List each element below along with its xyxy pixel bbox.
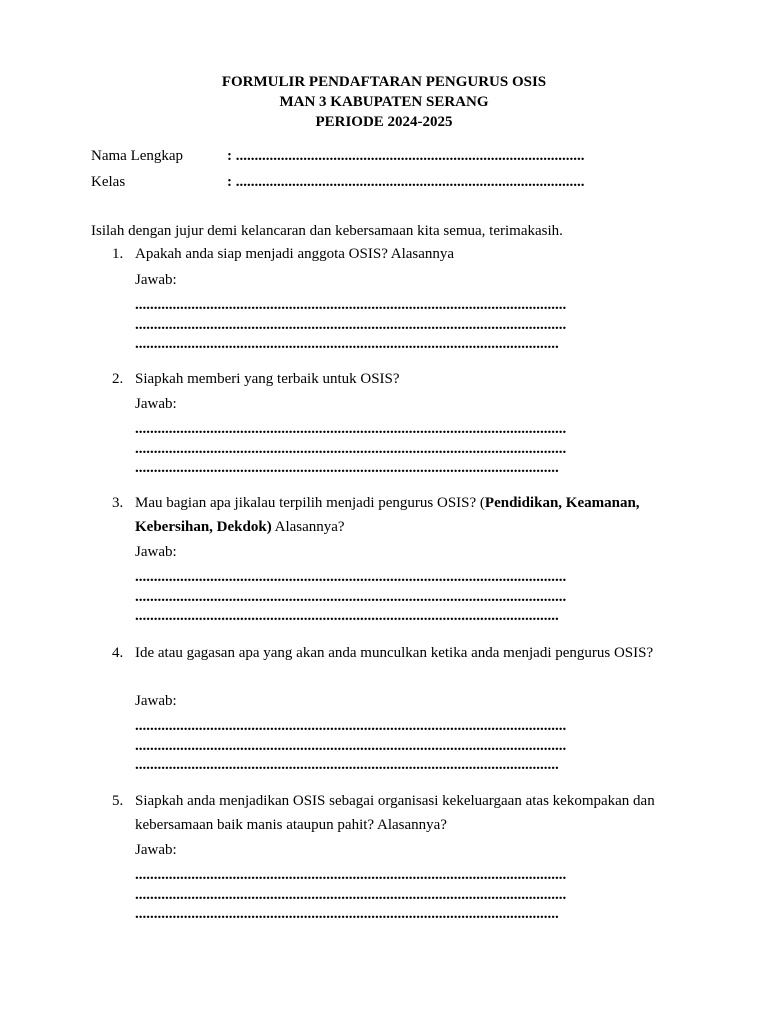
answer-line: ................................................................................................................... — [135, 297, 567, 313]
nama-lengkap-label: Nama Lengkap — [91, 148, 184, 164]
kelas-label: Kelas — [91, 174, 126, 190]
answer-line: ................................................................................................................... — [135, 738, 567, 754]
answer-line: ................................................................................................................. — [135, 608, 559, 624]
answer-line: ................................................................................................................. — [135, 336, 559, 352]
answer-label: Jawab: — [135, 544, 177, 560]
question-options-bold: Pendidikan, Keamanan, Kebersihan, Dekdok) — [135, 495, 640, 535]
answer-line: ................................................................................................................. — [135, 757, 559, 773]
answer-label: Jawab: — [135, 396, 177, 412]
question-text: Siapkah anda menjadikan OSIS sebagai organisasi kekeluargaan atas kekompakan dan kebersamaan baik manis ataupun pahit? Alasannya? — [135, 793, 655, 833]
question-text-part: Alasannya? — [271, 519, 345, 535]
answer-line: ................................................................................................................. — [135, 906, 559, 922]
question-text: Ide atau gagasan apa yang akan anda munculkan ketika anda menjadi pengurus OSIS? — [135, 645, 654, 661]
form-title — [0, 72, 768, 132]
question-text: Apakah anda siap menjadi anggota OSIS? Alasannya — [135, 246, 455, 262]
intro-instruction: Isilah dengan jujur demi kelancaran dan kebersamaan kita semua, terimakasih. — [91, 223, 563, 239]
answer-line: ................................................................................................................... — [135, 317, 567, 333]
title-line-3: PERIODE 2024-2025 — [315, 114, 453, 130]
answer-line: ................................................................................................................... — [135, 887, 567, 903]
question-text: Siapkah memberi yang terbaik untuk OSIS? — [135, 371, 400, 387]
answer-line: ................................................................................................................... — [135, 867, 567, 883]
nama-lengkap-field — [91, 145, 585, 167]
title-line-1: FORMULIR PENDAFTARAN PENGURUS OSIS — [221, 74, 547, 90]
question-number: 4. — [112, 645, 124, 661]
kelas-field — [91, 171, 585, 193]
answer-line: ................................................................................................................... — [135, 569, 567, 585]
question-number: 3. — [112, 495, 124, 511]
answer-label: Jawab: — [135, 272, 177, 288]
question-number: 5. — [112, 793, 124, 809]
question-number: 2. — [112, 371, 124, 387]
answer-line: ................................................................................................................... — [135, 589, 567, 605]
question-text — [135, 491, 675, 539]
nama-lengkap-blank: : ............................................................................................. — [227, 148, 585, 164]
answer-line: ................................................................................................................... — [135, 718, 567, 734]
answer-line: ................................................................................................................... — [135, 441, 567, 457]
answer-line: ................................................................................................................... — [135, 421, 567, 437]
question-number: 1. — [112, 246, 124, 262]
answer-label: Jawab: — [135, 693, 177, 709]
kelas-blank: : ............................................................................................. — [227, 174, 585, 190]
answer-line: ................................................................................................................. — [135, 460, 559, 476]
title-line-2: MAN 3 KABUPATEN SERANG — [279, 94, 489, 110]
question-text-part: Mau bagian apa jikalau terpilih menjadi pengurus OSIS? ( — [135, 495, 485, 511]
answer-label: Jawab: — [135, 842, 177, 858]
